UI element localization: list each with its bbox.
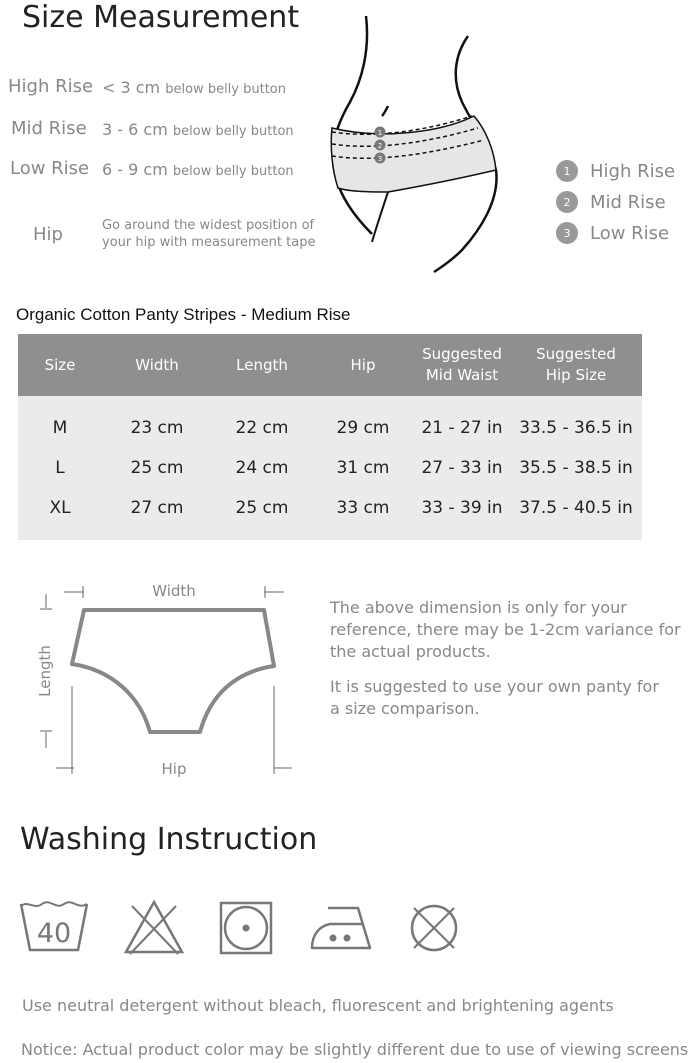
reference-note: The above dimension is only for your reference, there may be 1-2cm variance for the actual products. xyxy=(330,598,681,661)
cell-length: 25 cm xyxy=(212,488,312,528)
header-text: Hip xyxy=(350,355,376,374)
cell-hip-size: 37.5 - 40.5 in xyxy=(510,488,642,528)
table-title: Organic Cotton Panty Stripes - Medium Rise xyxy=(16,305,351,324)
cell-hip: 31 cm xyxy=(312,448,414,488)
header-size xyxy=(18,334,102,396)
wash-40-icon xyxy=(18,898,90,956)
length-label: Length xyxy=(36,645,54,697)
header-text: Mid Waist xyxy=(425,366,499,384)
header-hip xyxy=(312,334,414,396)
rise-suffix: below belly button xyxy=(172,164,294,179)
cell-hip: 29 cm xyxy=(312,408,414,448)
header-text: Suggested xyxy=(422,345,502,363)
legend-number: 2 xyxy=(556,191,578,213)
no-dry-clean-icon xyxy=(406,900,462,956)
legend-label: Mid Rise xyxy=(590,191,666,213)
rise-name: Low Rise xyxy=(10,158,90,179)
marker-1-text: 1 xyxy=(377,129,383,137)
width-label: Width xyxy=(152,582,196,600)
cell-size: L xyxy=(18,448,102,488)
belly-button xyxy=(382,106,388,116)
color-notice-text: Notice: Actual product color may be slightly different due to use of viewing screens xyxy=(21,1040,689,1059)
marker-2-text: 2 xyxy=(377,142,383,150)
marker-3-text: 3 xyxy=(377,155,383,163)
panty-shape xyxy=(331,116,496,192)
table-row xyxy=(18,448,642,488)
rise-value-text: 6 - 9 cm xyxy=(102,160,168,179)
cell-mid-waist: 21 - 27 in xyxy=(414,408,510,448)
iron-medium-icon xyxy=(308,900,378,956)
legend-label: High Rise xyxy=(590,160,676,182)
legend-item-mid xyxy=(556,189,675,215)
size-table xyxy=(18,334,642,540)
header-text: Length xyxy=(236,355,288,374)
size-table-wrapper xyxy=(18,334,642,540)
header-mid-waist xyxy=(414,334,510,396)
panty-outline xyxy=(72,610,274,732)
rise-suffix: below belly button xyxy=(172,124,294,139)
legend-item-low xyxy=(556,220,675,246)
wash-temp-text: 40 xyxy=(36,918,72,949)
table-header-row xyxy=(18,334,642,396)
comparison-note: It is suggested to use your own panty for a size comparison. xyxy=(330,677,659,718)
header-text: Size xyxy=(44,355,76,374)
cell-size: M xyxy=(18,408,102,448)
legend-item-high xyxy=(556,158,675,184)
legend-number: 3 xyxy=(556,222,578,244)
header-length xyxy=(212,334,312,396)
cell-size: XL xyxy=(18,488,102,528)
cell-length: 22 cm xyxy=(212,408,312,448)
rise-value-text: 3 - 6 cm xyxy=(102,120,168,139)
legend-number: 1 xyxy=(556,160,578,182)
tumble-dry-icon xyxy=(218,900,274,956)
cell-length: 24 cm xyxy=(212,448,312,488)
table-padding-row xyxy=(18,396,642,408)
header-width xyxy=(102,334,212,396)
table-row xyxy=(18,488,642,528)
no-bleach-icon xyxy=(122,898,186,956)
rise-legend xyxy=(556,158,675,246)
padding-cell xyxy=(18,396,642,408)
legend-label: Low Rise xyxy=(590,222,670,244)
cell-width: 23 cm xyxy=(102,408,212,448)
rise-suffix: below belly button xyxy=(165,82,286,97)
rise-value xyxy=(102,78,286,97)
cell-width: 25 cm xyxy=(102,448,212,488)
leg-line xyxy=(372,192,388,242)
rise-value xyxy=(102,160,294,179)
washing-instruction-text: Use neutral detergent without bleach, fluorescent and brightening agents xyxy=(22,996,614,1015)
size-measurement-title: Size Measurement xyxy=(22,0,300,35)
cell-width: 27 cm xyxy=(102,488,212,528)
hip-diagram-label: Hip xyxy=(161,760,187,778)
header-hip-size xyxy=(510,334,642,396)
cell-hip: 33 cm xyxy=(312,488,414,528)
hip-description: Go around the widest position of your hip with measurement tape xyxy=(102,218,316,250)
rise-name: High Rise xyxy=(8,76,94,97)
table-padding-row xyxy=(18,528,642,540)
header-text: Hip Size xyxy=(545,366,607,384)
hip-label: Hip xyxy=(33,224,63,245)
header-text: Suggested xyxy=(536,345,616,363)
cell-hip-size: 35.5 - 38.5 in xyxy=(510,448,642,488)
header-text: Width xyxy=(135,355,179,374)
cell-mid-waist: 33 - 39 in xyxy=(414,488,510,528)
cell-mid-waist: 27 - 33 in xyxy=(414,448,510,488)
body-silhouette-illustration xyxy=(322,10,512,275)
table-row xyxy=(18,408,642,448)
cell-hip-size: 33.5 - 36.5 in xyxy=(510,408,642,448)
padding-cell xyxy=(18,528,642,540)
panty-dimension-diagram xyxy=(28,578,308,778)
rise-value-text: < 3 cm xyxy=(102,78,161,97)
body-outline-left xyxy=(333,16,372,234)
rise-name: Mid Rise xyxy=(11,118,87,139)
washing-title: Washing Instruction xyxy=(20,822,318,857)
rise-value xyxy=(102,120,294,139)
